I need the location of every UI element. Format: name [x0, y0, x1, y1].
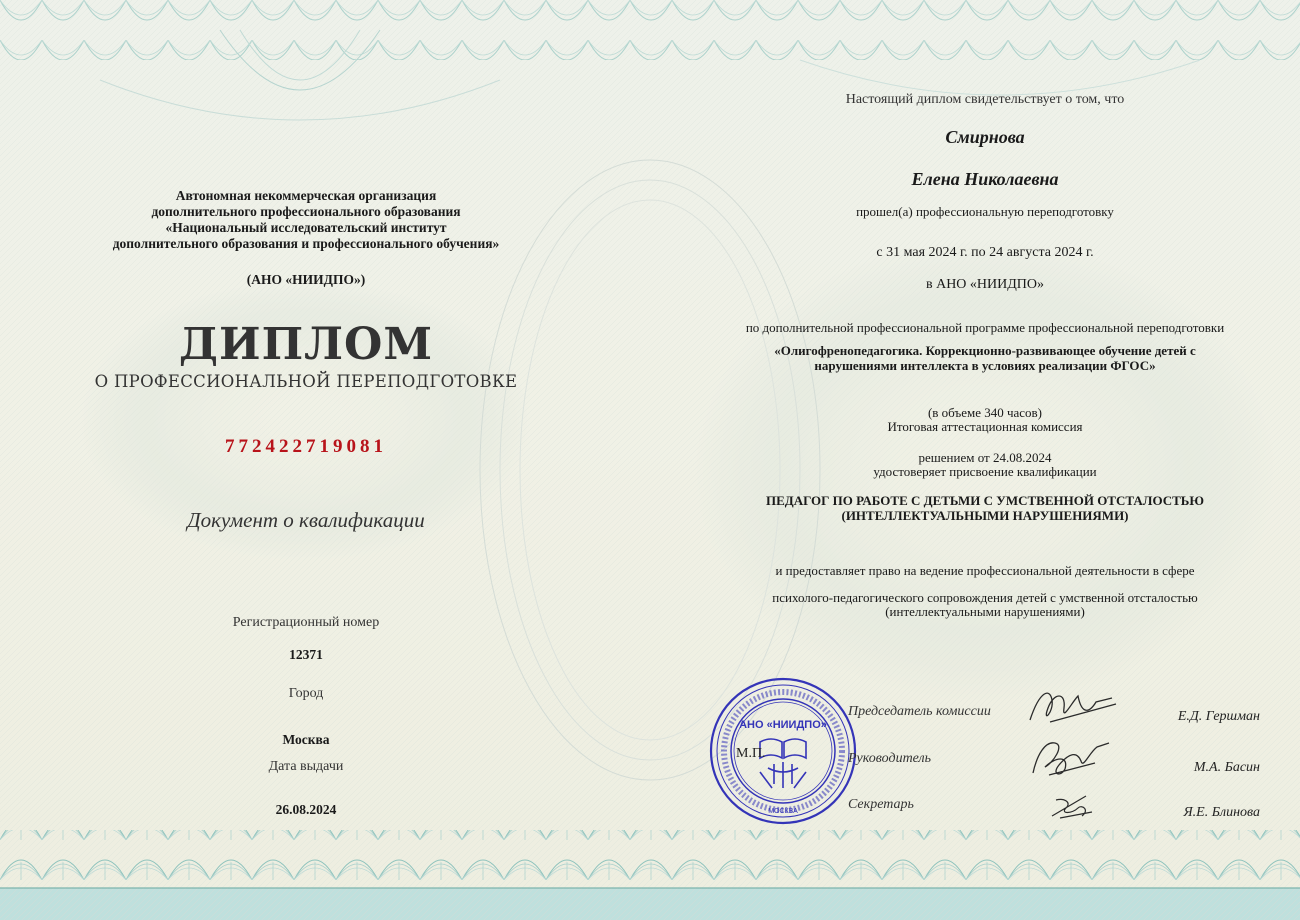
official-seal	[708, 676, 858, 826]
qualification-title: ПЕДАГОГ ПО РАБОТЕ С ДЕТЬМИ С УМСТВЕННОЙ ОТСТАЛОСТЬЮ (ИНТЕЛЛЕКТУАЛЬНЫМИ НАРУШЕНИЯМИ)	[765, 493, 1205, 523]
chair-name: Е.Д. Гершман	[1177, 709, 1260, 724]
chair-signature	[1020, 682, 1120, 732]
issue-date-value: 26.08.2024	[275, 802, 337, 817]
document-subtitle: О ПРОФЕССИОНАЛЬНОЙ ПЕРЕПОДГОТОВКЕ	[94, 372, 518, 391]
holder-surname: Смирнова	[945, 127, 1025, 147]
registration-number: 12371	[289, 647, 323, 662]
head-name: М.А. Басин	[1193, 760, 1260, 775]
activity-sphere: психолого-педагогического сопровождения детей с умственной отсталостью (интеллектуальными нарушениями)	[772, 590, 1198, 619]
city-label: Город	[288, 686, 324, 701]
seal-bottom-text: МОСКВА	[768, 808, 798, 815]
study-period: с 31 мая 2024 г. по 24 августа 2024 г.	[876, 245, 1094, 260]
holder-given-names: Елена Николаевна	[911, 169, 1059, 189]
chair-role: Председатель комиссии	[848, 704, 991, 719]
diploma-number: 772422719081	[225, 436, 387, 457]
organization-name: Автономная некоммерческая организация дополнительного профессионального образования «Национальный исследовательский институт дополнительного образования и профессионального обучения»	[112, 188, 500, 251]
program-hours: (в объеме 340 часов) Итоговая аттестационная комиссия	[887, 405, 1083, 434]
issue-date-label: Дата выдачи	[268, 759, 344, 774]
city-value: Москва	[282, 732, 330, 747]
registration-label: Регистрационный номер	[232, 615, 380, 630]
completion-statement: прошел(а) профессиональную переподготовку	[856, 204, 1114, 219]
seal-place-mark: М.П.	[736, 746, 766, 761]
head-signature	[1025, 733, 1115, 783]
commission-decision: решением от 24.08.2024 удостоверяет присвоение квалификации	[873, 450, 1097, 479]
rights-statement: и предоставляет право на ведение профессиональной деятельности в сфере	[775, 563, 1195, 578]
organization-abbreviation: (АНО «НИИДПО»)	[246, 272, 366, 287]
document-title: ДИПЛОМ	[178, 319, 434, 370]
secretary-role: Секретарь	[848, 797, 914, 812]
seal-center-text: АНО «НИИДПО»	[739, 719, 827, 731]
secretary-signature	[1042, 788, 1102, 824]
document-type: Документ о квалификации	[187, 508, 425, 532]
program-label: по дополнительной профессиональной программе профессиональной переподготовки	[745, 320, 1225, 335]
head-role: Руководитель	[848, 751, 932, 766]
secretary-name: Я.Е. Блинова	[1183, 805, 1260, 820]
certification-intro: Настоящий диплом свидетельствует о том, что	[845, 92, 1125, 107]
program-name: «Олигофренопедагогика. Коррекционно-развивающее обучение детей с нарушениями интеллекта в условиях реализации ФГОС»	[774, 343, 1196, 373]
issuing-organization: в АНО «НИИДПО»	[925, 277, 1045, 292]
